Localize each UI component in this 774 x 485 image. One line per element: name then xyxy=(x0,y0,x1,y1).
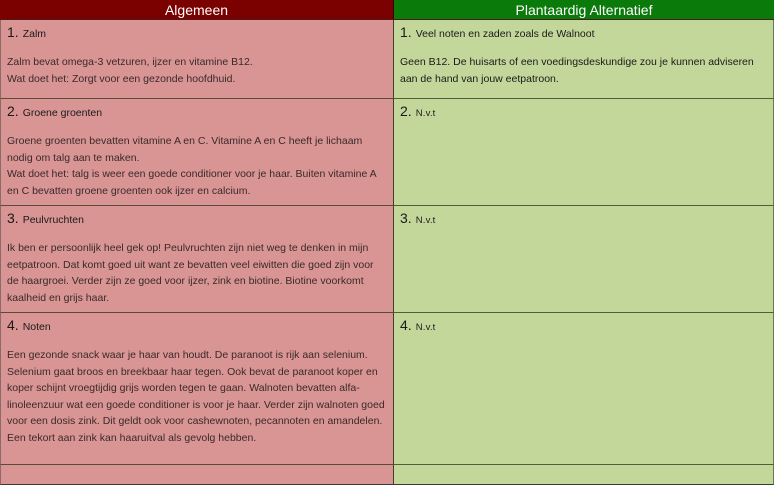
item-title xyxy=(400,317,767,337)
cell-algemeen-3 xyxy=(0,206,394,313)
cell-algemeen-1 xyxy=(0,20,394,99)
item-title xyxy=(400,103,767,123)
item-effect: Wat doet het: talg is weer een goede conditioner voor je haar. Buiten vitamine A en C bevatten groene groenten ook ijzer en calcium. xyxy=(7,168,377,197)
item-description: Ik ben er persoonlijk heel gek op! Peulvruchten zijn niet weg te denken in mijn eetpatroon. Dat komt goed uit want ze bevatten veel eiwitten die goed zijn voor de haargroei. Verder zijn ze goed voor ijzer, zink en biotine. Biotine voorkomt kaalheid en grijs haar. xyxy=(7,242,374,304)
item-title xyxy=(7,317,387,337)
item-number: 2. xyxy=(400,103,412,119)
item-name: Veel noten en zaden zoals de Walnoot xyxy=(415,28,595,40)
item-number: 3. xyxy=(400,210,412,226)
item-description: Geen B12. De huisarts of een voedingsdeskundige zou je kunnen adviseren aan de hand van jouw eetpatroon. xyxy=(400,56,754,85)
item-title xyxy=(7,24,387,44)
item-number: 4. xyxy=(7,317,19,333)
header-algemeen: Algemeen xyxy=(0,0,394,20)
item-name: N.v.t xyxy=(415,215,436,226)
cell-algemeen-2 xyxy=(0,99,394,206)
item-description: Zalm bevat omega-3 vetzuren, ijzer en vitamine B12. xyxy=(7,56,253,68)
cell-algemeen-empty xyxy=(0,465,394,485)
item-number: 4. xyxy=(400,317,412,333)
item-description: Groene groenten bevatten vitamine A en C. Vitamine A en C heeft je lichaam nodig om talg aan te maken. xyxy=(7,135,363,164)
cell-alternatief-empty xyxy=(394,465,774,485)
header-plantaardig-alternatief: Plantaardig Alternatief xyxy=(394,0,774,20)
cell-alternatief-3 xyxy=(394,206,774,313)
cell-algemeen-4 xyxy=(0,313,394,465)
cell-alternatief-1 xyxy=(394,20,774,99)
item-title xyxy=(7,210,387,230)
item-number: 3. xyxy=(7,210,19,226)
cell-alternatief-4 xyxy=(394,313,774,465)
item-number: 2. xyxy=(7,103,19,119)
item-number: 1. xyxy=(7,24,19,40)
item-title xyxy=(400,210,767,230)
item-title xyxy=(7,103,387,123)
item-name: N.v.t xyxy=(415,322,436,333)
cell-alternatief-2 xyxy=(394,99,774,206)
item-name: Zalm xyxy=(22,28,47,40)
item-name: N.v.t xyxy=(415,108,436,119)
item-effect: Wat doet het: Zorgt voor een gezonde hoofdhuid. xyxy=(7,72,236,85)
item-name: Groene groenten xyxy=(22,107,103,119)
item-name: Peulvruchten xyxy=(22,214,84,226)
item-description: Een gezonde snack waar je haar van houdt. De paranoot is rijk aan selenium. Selenium gaat broos en breekbaar haar tegen. Ook bevat de paranoot koper en koper schijnt vroegtijdig grijs worden tegen te gaan. Walnoten bevatten alfa-linoleenzuur wat een goede conditioner is voor je haar. Verder zijn walnoten goed voor een dosis zink. Dit geldt ook voor cashewnoten, pecannoten en amandelen. Een tekort aan zink kan haaruitval als gevolg hebben. xyxy=(7,349,385,444)
item-number: 1. xyxy=(400,24,412,40)
item-title xyxy=(400,24,767,44)
item-name: Noten xyxy=(22,321,51,333)
